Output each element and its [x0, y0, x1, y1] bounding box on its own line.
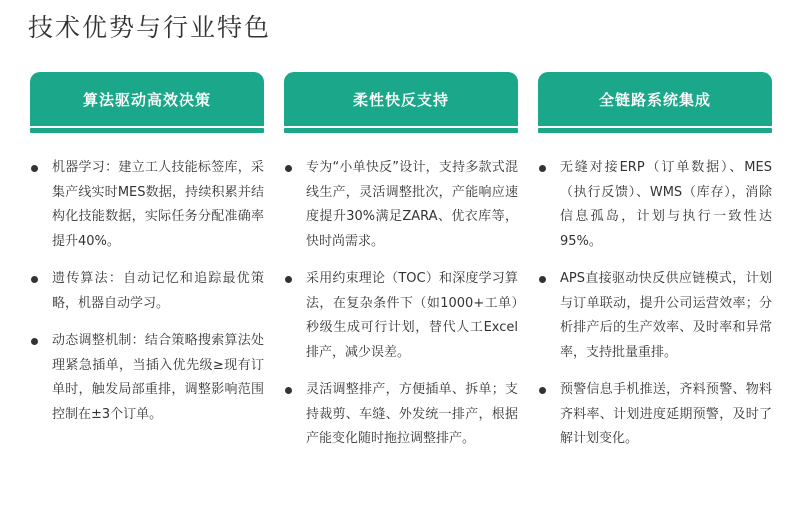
list-item-text: 机器学习：建立工人技能标签库，采集产线实时MES数据，持续积累并结构化技能数据，实际任务分配准确率提升40%。: [52, 160, 264, 249]
feature-list: [538, 156, 772, 452]
feature-list: [284, 156, 518, 452]
bullet-dot-icon: [539, 387, 546, 394]
list-item-text: APS直接驱动快反供应链模式，计划与订单联动，提升公司运营效率；分析排产后的生产效率、及时率和异常率，支持批量重排。: [560, 271, 772, 360]
list-item-text: 专为“小单快反”设计，支持多款式混线生产，灵活调整批次，产能响应速度提升30%满足ZARA、优衣库等，快时尚需求。: [306, 160, 518, 249]
list-item-text: 灵活调整排产，方便插单、拆单；支持裁剪、车缝、外发统一排产，根据产能变化随时拖拉调整排产。: [306, 382, 518, 446]
bullet-dot-icon: [285, 165, 292, 172]
feature-column-algorithm: [30, 72, 264, 440]
column-header: 算法驱动高效决策: [30, 72, 264, 126]
list-item: [538, 378, 772, 452]
list-item: [284, 378, 518, 452]
list-item-text: 预警信息手机推送，齐料预警、物料齐料率、计划进度延期预警，及时了解计划变化。: [560, 382, 772, 446]
list-item-text: 无缝对接ERP（订单数据）、MES（执行反馈）、WMS（库存），消除信息孤岛，计划与执行一致性达95%。: [560, 160, 772, 249]
column-header: 柔性快反支持: [284, 72, 518, 126]
header-underline: [538, 128, 772, 133]
list-item-text: 动态调整机制：结合策略搜索算法处理紧急插单，当插入优先级≥现有订单时，触发局部重排，调整影响范围控制在±3个订单。: [52, 333, 264, 422]
bullet-dot-icon: [539, 165, 546, 172]
feature-column-flexible: [284, 72, 518, 465]
bullet-dot-icon: [31, 165, 38, 172]
bullet-dot-icon: [31, 338, 38, 345]
bullet-dot-icon: [31, 276, 38, 283]
feature-list: [30, 156, 264, 427]
bullet-dot-icon: [285, 276, 292, 283]
column-header: 全链路系统集成: [538, 72, 772, 126]
header-underline: [284, 128, 518, 133]
list-item: [284, 156, 518, 254]
list-item: [284, 267, 518, 365]
list-item: [30, 329, 264, 427]
list-item-text: 采用约束理论（TOC）和深度学习算法，在复杂条件下（如1000+工单）秒级生成可行计划，替代人工Excel排产，减少误差。: [306, 271, 518, 360]
list-item: [538, 156, 772, 254]
page-title: 技术优势与行业特色: [28, 13, 272, 42]
list-item-text: 遗传算法：自动记忆和追踪最优策略，机器自动学习。: [52, 271, 264, 311]
header-underline: [30, 128, 264, 133]
list-item: [538, 267, 772, 365]
feature-column-integration: [538, 72, 772, 465]
list-item: [30, 156, 264, 254]
bullet-dot-icon: [539, 276, 546, 283]
bullet-dot-icon: [285, 387, 292, 394]
list-item: [30, 267, 264, 316]
